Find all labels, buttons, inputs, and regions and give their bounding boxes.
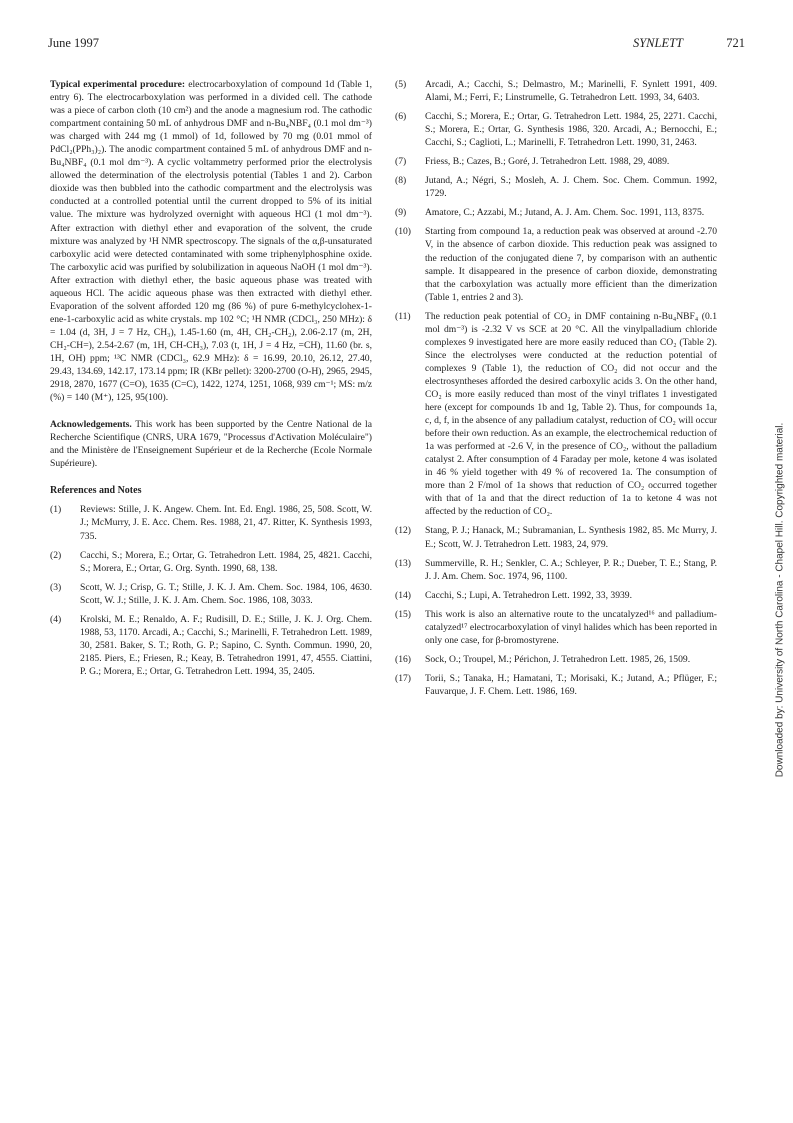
reference-text: Jutand, A.; Négri, S.; Mosleh, A. J. Chem. Soc. Chem. Commun. 1992, 1729. xyxy=(425,175,717,200)
reference-number: (4) xyxy=(50,613,62,625)
reference-item xyxy=(395,155,717,168)
reference-text: Summerville, R. H.; Senkler, C. A.; Schleyer, P. R.; Dueber, T. E.; Stang, P. J. J. Am. Chem. Soc. 1974, 96, 1100. xyxy=(425,557,717,582)
reference-number: (11) xyxy=(395,310,411,322)
reference-text: Sock, O.; Troupel, M.; Périchon, J. Tetrahedron Lett. 1985, 26, 1509. xyxy=(425,653,691,665)
reference-number: (12) xyxy=(395,525,411,537)
reference-number: (7) xyxy=(395,156,407,168)
reference-item xyxy=(395,225,717,303)
reference-item xyxy=(50,503,372,542)
reference-number: (9) xyxy=(395,207,407,219)
reference-text: Cacchi, S.; Morera, E.; Ortar, G. Tetrahedron Lett. 1984, 25, 4821. Cacchi, S.; Morera, E.; Ortar, G. Org. Synth. 1990, 68, 138. xyxy=(80,549,372,574)
reference-number: (6) xyxy=(395,111,407,123)
references-list-right xyxy=(395,78,717,698)
reference-text: Krolski, M. E.; Renaldo, A. F.; Rudisill, D. E.; Stille, J. K. J. Org. Chem. 1988, 53, 1170. Arcadi, A.; Cacchi, S.; Marinelli, F. Tetrahedron Lett. 1989, 30, 2581. Baker, S. T.; Roth, G. P.; Sapino, C. Synth. Commun. 1990, 20, 2185. Piers, E.; Friesen, R.; Keay, B. Tetrahedron 1991, 47, 4555. Ciattini, P. G.; Morera, E.; Ortar, G. Tetrahedron Lett. 1994, 35, 2405. xyxy=(80,613,372,677)
reference-number: (14) xyxy=(395,589,411,601)
reference-item xyxy=(395,110,717,149)
reference-number: (5) xyxy=(395,79,407,90)
reference-item xyxy=(395,78,717,104)
reference-text: Arcadi, A.; Cacchi, S.; Delmastro, M.; Marinelli, F. Synlett 1991, 409. Alami, M.; Ferri, F.; Linstrumelle, G. Tetrahedron Lett. 1993, 34, 6403. xyxy=(425,79,717,104)
reference-item xyxy=(395,206,717,219)
reference-text: Reviews: Stille, J. K. Angew. Chem. Int. Ed. Engl. 1986, 25, 508. Scott, W. J.; McMurry, J. E. Acc. Chem. Res. 1988, 21, 47. Ritter, K. Synthesis 1993, 735. xyxy=(80,504,372,542)
reference-number: (13) xyxy=(395,557,411,569)
reference-number: (16) xyxy=(395,653,411,665)
reference-text: Friess, B.; Cazes, B.; Goré, J. Tetrahedron Lett. 1988, 29, 4089. xyxy=(425,156,670,168)
acknowledgements-title: Acknowledgements. xyxy=(50,419,132,431)
acknowledgements-body: This work has been supported by the Centre National de la Recherche Scientifique (CNRS, URA 1679, "Processus d'Activation Moléculaire") and the Ministère de l'Enseignement Supérieur et de la Recherche (Ecole Normale Supérieure). xyxy=(50,419,372,470)
reference-item xyxy=(50,549,372,575)
reference-number: (8) xyxy=(395,175,407,187)
page-header xyxy=(48,36,745,54)
left-column xyxy=(50,78,372,684)
reference-text: This work is also an alternative route to the uncatalyzed¹⁶ and palladium-catalyzed¹⁷ electrocarboxylation of vinyl halides which has been reported in only one case, for β-bromostyrene. xyxy=(425,608,717,646)
procedure-title: Typical experimental procedure: xyxy=(50,79,186,90)
download-watermark: Downloaded by: University of North Carolina - Chapel Hill. Copyrighted material. xyxy=(774,422,786,778)
header-date: June 1997 xyxy=(48,36,100,50)
reference-text: The reduction peak potential of CO₂ in DMF containing n-Bu₄NBF₄ (0.1 mol dm⁻³) is -2.32 V vs SCE at 20 °C. All the vinylpalladium chloride complexes 9 investigated here are more easily reduced than CO₂ (Table 2). Since the electrolyses were conducted at the reduction potential of complexes 9 (Table 1), the reduction of CO₂ did not occur and the electrosyntheses afforded the desired carboxylic acids 3. On the other hand, CO₂ is more easily reduced than most of the vinyl triflates 1 investigated here (except for compounds 1b and 1g, Table 2). Thus, for compounds 1a, c, d, f, in the absence of any palladium catalyst, reduction of CO₂ will occur before their own reduction. As an example, the electrochemical reduction of 1a was performed at -2.6 V, in the presence of CO₂, without the palladium catalyst 2. After consumption of 4 Faraday per mole, ketone 4 was isolated in 46 % yield together with 49 % of recovered 1a. The consumption of more than 2 F/mol of 1a shows that reduction of CO₂ occurred together with that of 1a and that the direct reduction of 1a to ketone 4 was not affected by the reduction of CO₂. xyxy=(425,310,717,518)
reference-number: (10) xyxy=(395,226,411,238)
references-list-left xyxy=(50,503,372,678)
references-title: References and Notes xyxy=(50,485,142,497)
procedure-body: electrocarboxylation of compound 1d (Table 1, entry 6). The electrocarboxylation was performed in a divided cell. The cathode was a piece of carbon cloth (10 cm²) and the anode a magnesium rod. The cathodic compartment containing 50 mL of anhydrous DMF and n-Bu₄NBF₄ (0.1 mol dm⁻³) was charged with 244 mg (1 mmol) of 1d, followed by 70 mg (0.01 mmol of PdCl₂(PPh₃)₂). The anodic compartment contained 5 mL of anhydrous DMF and n-Bu₄NBF₄ (0.1 mol dm⁻³). A cyclic voltammetry performed prior the electrolysis allowed the determination of the electrolysis potential (Tables 1 and 2). Carbon dioxide was then bubbled into the cathodic compartment and the electrolysis was conducted at a controlled potential until the current dropped to 5% of its initial value. The mixture was hydrolyzed overnight with aqueous HCl (1 mol dm⁻³). After extraction with diethyl ether and evaporation of the solvent, the crude mixture was analyzed by ¹H NMR spectroscopy. The signals of the α,β-unsaturated carboxylic acid were detected contaminated with some triphenylphosphine oxide. The carboxylic acid was purified by solubilization in aqueous NaOH (1 mol dm⁻³). After extraction with diethyl ether, the basic aqueous phase was treated with aqueous HCl. The acidic aqueous phase was then extracted with diethyl ether. Evaporation of the solvent afforded 120 mg (86 %) of pure 6-methylcyclohex-1-ene-1-carboxylic acid as white crystals. mp 102 °C; ¹H NMR (CDCl₃, 250 MHz): δ = 1.04 (d, 3H, J = 7 Hz, CH₃), 1.45-1.60 (m, 4H, CH₂-CH₂), 2.06-2.17 (m, 2H, CH₂-CH=), 2.54-2.67 (m, 1H, CH-CH₃), 7.03 (t, 1H, J = 4 Hz, =CH), 11.60 (br. s, 1H, OH) ppm; ¹³C NMR (CDCl₃, 62.9 MHz): δ = 16.99, 20.10, 26.12, 27.40, 29.43, 134.69, 142.17, 173.14 ppm; IR (KBr pellet): 3200-2700 (O-H), 2965, 2945, 2918, 2870, 1677 (C=O), 1635 (C=C), 1422, 1274, 1251, 1068, 939 cm⁻¹; MS: m/z (%) = 140 (M⁺), 125, 95(100). xyxy=(50,79,373,404)
header-page-number: 721 xyxy=(726,36,745,50)
reference-number: (2) xyxy=(50,549,62,561)
reference-item xyxy=(395,524,717,550)
right-column xyxy=(395,78,717,704)
reference-text: Cacchi, S.; Lupi, A. Tetrahedron Lett. 1992, 33, 3939. xyxy=(425,589,632,601)
reference-text: Starting from compound 1a, a reduction peak was observed at around -2.70 V, in the absence of carbon dioxide. This reduction peak was assigned to the reduction of the conjugated diene 7, by comparison with an authentic sample. It disappeared in the presence of carbon dioxide, demonstrating that the carboxylation was actually more efficient than the dimerization (Table 1, entries 2 and 3). xyxy=(425,226,717,303)
reference-item xyxy=(395,672,717,698)
reference-text: Amatore, C.; Azzabi, M.; Jutand, A. J. Am. Chem. Soc. 1991, 113, 8375. xyxy=(425,207,705,219)
acknowledgements-paragraph xyxy=(50,418,372,470)
reference-number: (3) xyxy=(50,581,62,593)
reference-text: Torii, S.; Tanaka, H.; Hamatani, T.; Morisaki, K.; Jutand, A.; Pflüger, F.; Fauvarque, J. F. Chem. Lett. 1986, 169. xyxy=(425,672,717,697)
reference-number: (15) xyxy=(395,608,411,620)
reference-item xyxy=(50,581,372,607)
procedure-paragraph xyxy=(50,78,372,404)
reference-item xyxy=(395,653,717,666)
reference-item xyxy=(50,613,372,678)
header-journal: SYNLETT xyxy=(632,36,683,50)
reference-item xyxy=(395,174,717,200)
reference-item xyxy=(395,310,717,519)
reference-number: (1) xyxy=(50,504,62,516)
reference-text: Cacchi, S.; Morera, E.; Ortar, G. Tetrahedron Lett. 1984, 25, 2271. Cacchi, S.; Morera, E.; Ortar, G. Synthesis 1986, 320. Arcadi, A.; Bernocchi, E.; Cacchi, S.; Caglioti, L.; Marinelli, F. Tetrahedron Lett. 1990, 31, 2463. xyxy=(425,111,717,149)
reference-text: Stang, P. J.; Hanack, M.; Subramanian, L. Synthesis 1982, 85. Mc Murry, J. E.; Scott, W. J. Tetrahedron Lett. 1983, 24, 979. xyxy=(425,525,717,550)
reference-number: (17) xyxy=(395,672,411,684)
reference-text: Scott, W. J.; Crisp, G. T.; Stille, J. K. J. Am. Chem. Soc. 1984, 106, 4630. Scott, W. J.; Stille, J. K. J. Am. Chem. Soc. 1986, 108, 3033. xyxy=(80,581,372,606)
reference-item xyxy=(395,589,717,602)
reference-item xyxy=(395,608,717,647)
reference-item xyxy=(395,557,717,583)
